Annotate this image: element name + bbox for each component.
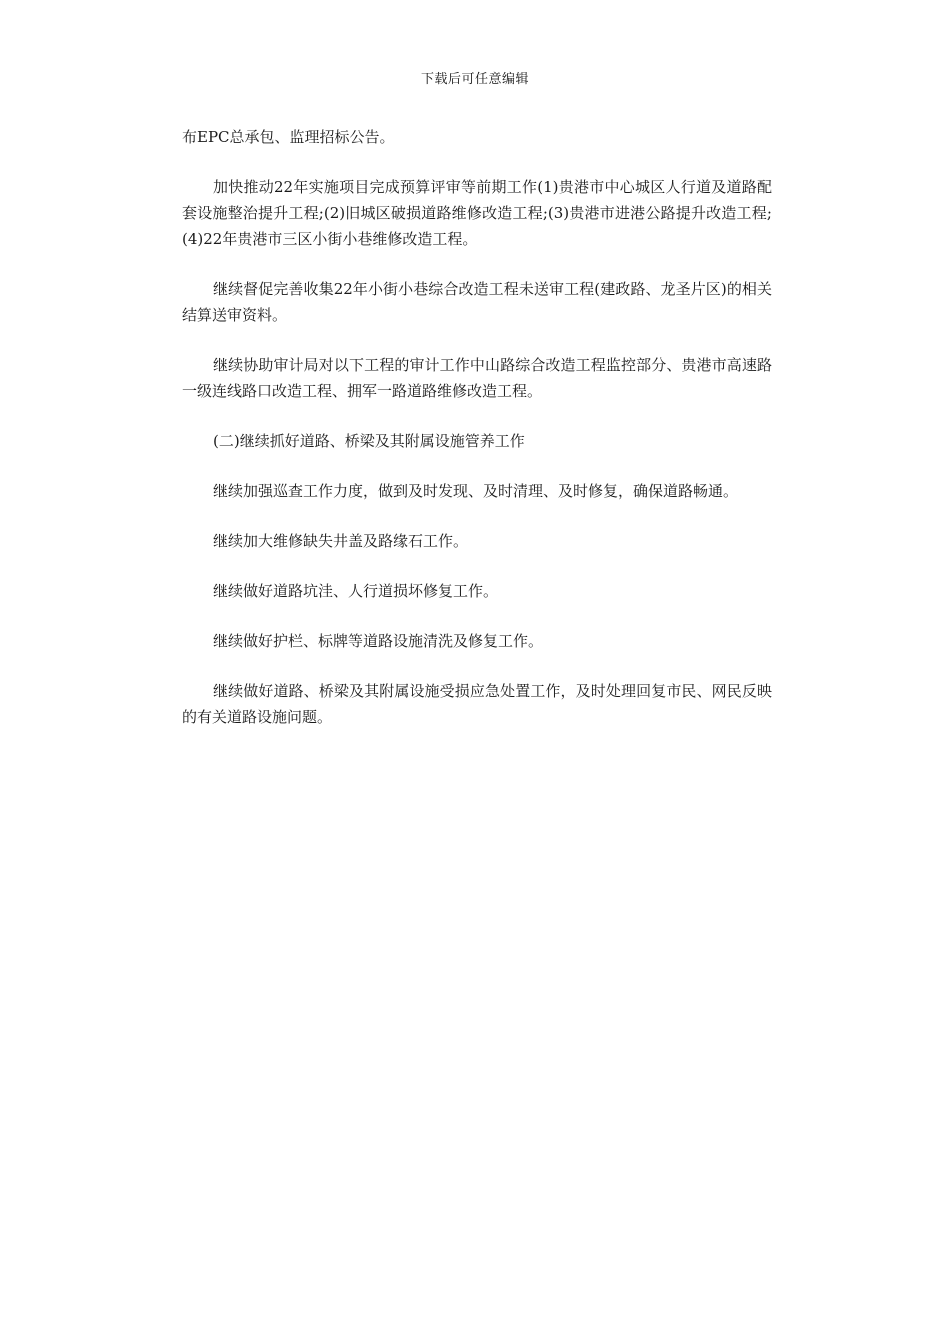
paragraph-6: 继续加强巡查工作力度，做到及时发现、及时清理、及时修复，确保道路畅通。 [213, 482, 739, 500]
paragraph-7: 继续加大维修缺失井盖及路缘石工作。 [213, 532, 469, 550]
section-heading: (二)继续抓好道路、桥梁及其附属设施管养工作 [213, 432, 525, 450]
paragraph-9: 继续做好护栏、标牌等道路设施清洗及修复工作。 [213, 632, 544, 650]
paragraph-3: 继续督促完善收集22年小街小巷综合改造工程未送审工程(建政路、龙圣片区)的相关结算送审资料。 [182, 280, 772, 324]
paragraph-2: 加快推动22年实施项目完成预算评审等前期工作(1)贵港市中心城区人行道及道路配套设施整治提升工程;(2)旧城区破损道路维修改造工程;(3)贵港市进港公路提升改造工程;(4)22年贵港市三区小街小巷维修改造工程。 [182, 178, 772, 248]
document-body [182, 124, 772, 754]
paragraph-8: 继续做好道路坑洼、人行道损坏修复工作。 [213, 582, 499, 600]
paragraph-1: 布EPC总承包、监理招标公告。 [182, 128, 395, 146]
paragraph-10: 继续做好道路、桥梁及其附属设施受损应急处置工作，及时处理回复市民、网民反映的有关道路设施问题。 [182, 682, 772, 726]
page-header: 下载后可任意编辑 [420, 72, 529, 87]
paragraph-4: 继续协助审计局对以下工程的审计工作中山路综合改造工程监控部分、贵港市高速路一级连线路口改造工程、拥军一路道路维修改造工程。 [182, 356, 772, 400]
